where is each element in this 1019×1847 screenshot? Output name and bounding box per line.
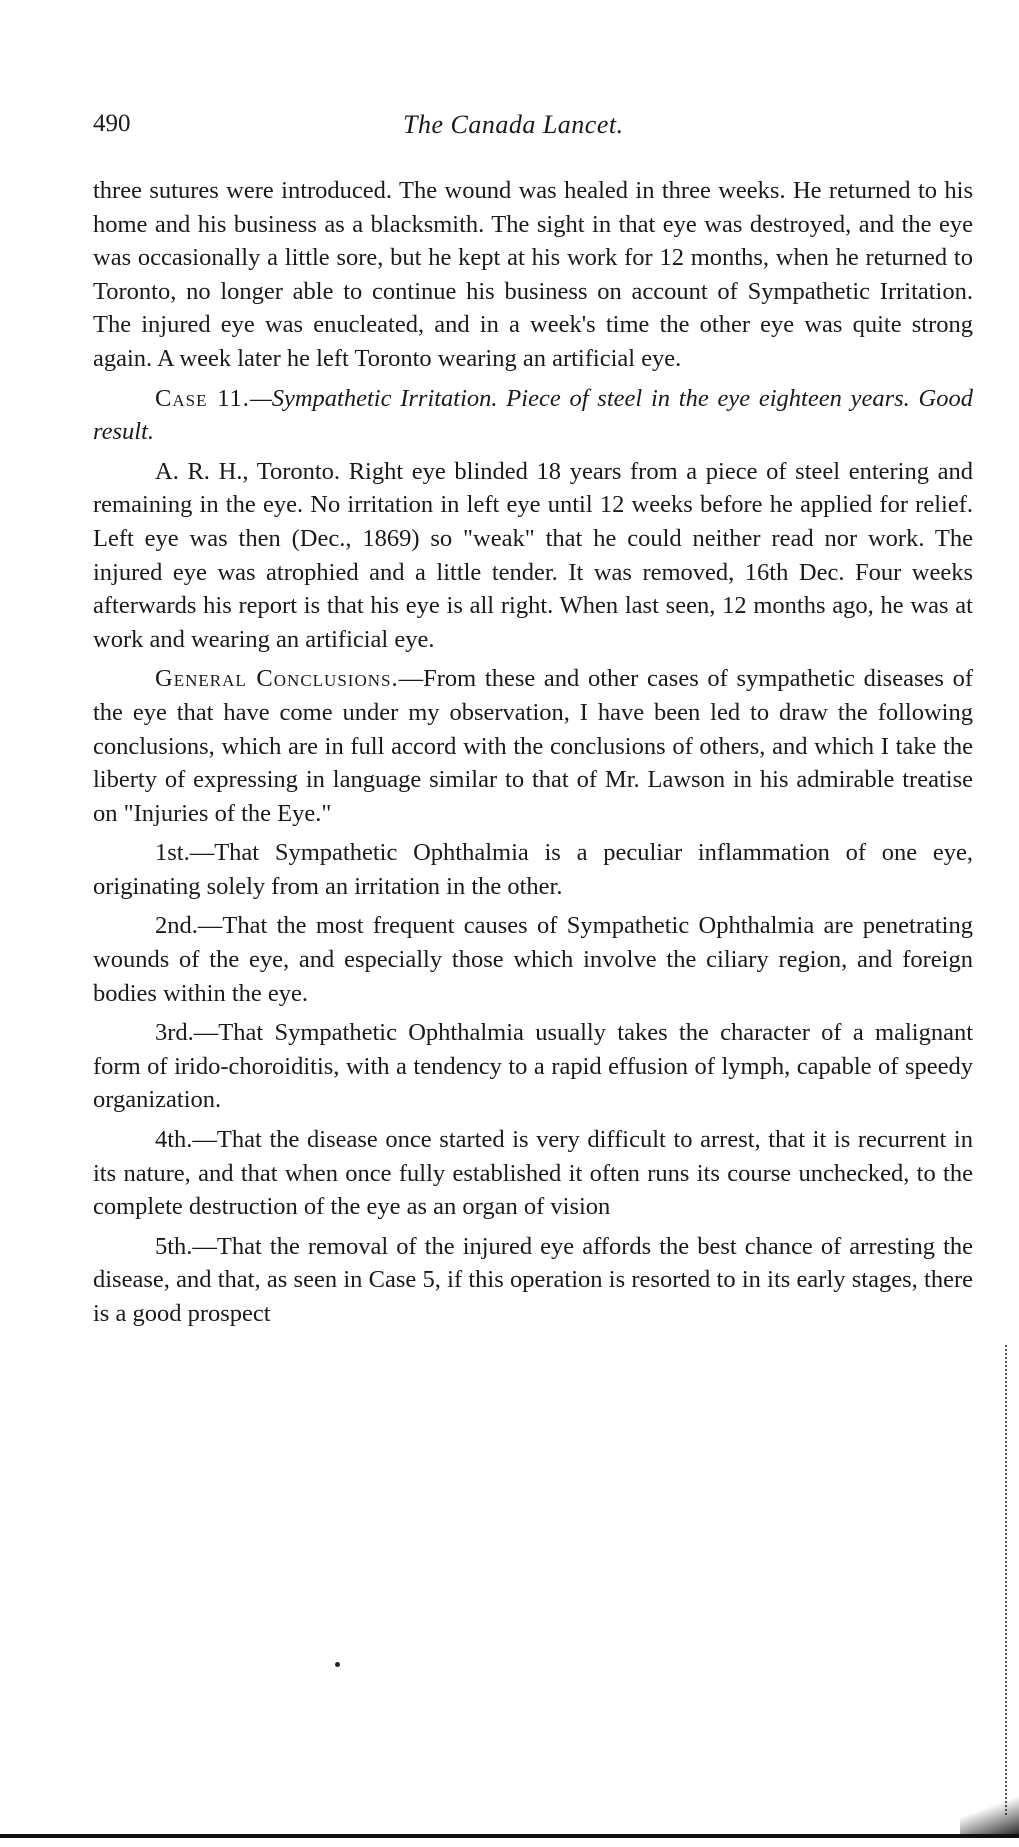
case-label: Case 11. bbox=[155, 384, 250, 412]
page-number: 490 bbox=[93, 110, 131, 137]
article-body bbox=[93, 174, 973, 1337]
margin-dotted-rule bbox=[1005, 1345, 1007, 1815]
conclusion-5 bbox=[93, 1230, 973, 1331]
conclusion-3 bbox=[93, 1016, 973, 1117]
running-title: The Canada Lancet. bbox=[403, 110, 624, 139]
case-title: —Sympathetic Irritation. Piece of steel in the eye eighteen years. Good result. bbox=[93, 384, 973, 446]
paragraph-text: A. R. H., Toronto. Right eye blinded 18 years from a piece of steel entering and remaining in the eye. No irritation in left eye until 12 weeks before he applied for relief. Left eye was then (Dec., 1869) so "weak" that he could neither read nor work. The injured eye was atrophied and a little tender. It was removed, 16th Dec. Four weeks afterwards his report is that his eye is all right. When last seen, 12 months ago, he was at work and wearing an artificial eye. bbox=[93, 457, 973, 653]
paragraph-case-11-body bbox=[93, 455, 973, 657]
paragraph-text: three sutures were introduced. The wound was healed in three weeks. He returned to his home and his business as a blacksmith. The sight in that eye was destroyed, and the eye was occasionally a little sore, but he kept at his work for 12 months, when he returned to Toronto, no longer able to continue his business on account of Sympathetic Irritation. The injured eye was enucleated, and in a week's time the other eye was quite strong again. A week later he left Toronto wearing an artificial eye. bbox=[93, 177, 973, 372]
paragraph-text: 3rd.—That Sympathetic Ophthalmia usually takes the character of a malignant form of irido-choroiditis, with a tendency to a rapid effusion of lymph, capable of speedy organization. bbox=[93, 1019, 973, 1114]
page-bottom-edge bbox=[0, 1834, 1019, 1838]
paragraph-text: —From these and other cases of sympathetic diseases of the eye that have come under my observation, I have been led to draw the following conclusions, which are in full accord with the conclusions of others, and which I take the liberty of expressing in language similar to that of Mr. Lawson in his admirable treatise on "Injuries of the Eye." bbox=[93, 665, 973, 827]
conclusion-1 bbox=[93, 836, 973, 903]
conclusion-2 bbox=[93, 909, 973, 1010]
scan-edge-smudge bbox=[960, 1790, 1019, 1836]
paragraph-case-11-heading bbox=[93, 382, 973, 449]
section-label: General Conclusions. bbox=[155, 665, 399, 693]
ink-dot bbox=[335, 1662, 340, 1667]
paragraph-text: 2nd.—That the most frequent causes of Sympathetic Ophthalmia are penetrating wounds of the eye, and especially those which involve the ciliary region, and foreign bodies within the eye. bbox=[93, 912, 973, 1007]
paragraph-case-10-continued bbox=[93, 174, 973, 376]
paragraph-text: 5th.—That the removal of the injured eye affords the best chance of arresting the disease, and that, as seen in Case 5, if this operation is resorted to in its early stages, there is a good prospect bbox=[93, 1232, 973, 1327]
conclusion-4 bbox=[93, 1123, 973, 1224]
page-header bbox=[93, 110, 973, 150]
paragraph-text: 1st.—That Sympathetic Ophthalmia is a peculiar inflammation of one eye, originating solely from an irritation in the other. bbox=[93, 839, 973, 900]
paragraph-general-conclusions bbox=[93, 662, 973, 830]
paragraph-text: 4th.—That the disease once started is very difficult to arrest, that it is recurrent in its nature, and that when once fully established it often runs its course unchecked, to the complete destruction of the eye as an organ of vision bbox=[93, 1126, 973, 1221]
